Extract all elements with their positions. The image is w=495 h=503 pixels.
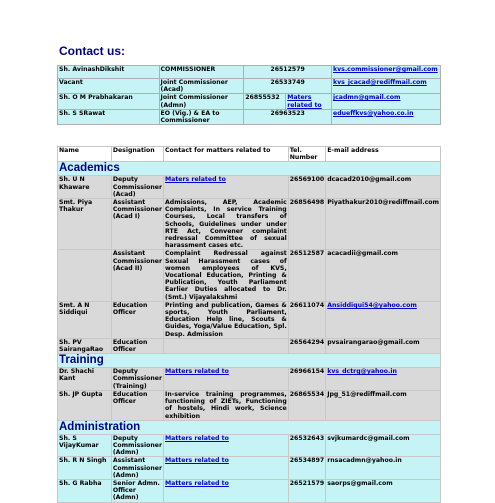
matters-link[interactable]: Maters related to [165, 176, 226, 184]
officer-name: Sh. JP Gupta [58, 391, 111, 420]
officer-email: pvsairangarao@gmail.com [326, 339, 440, 353]
officer-tel: 26532643 [289, 435, 325, 457]
officer-name [58, 250, 111, 300]
table-row [58, 391, 440, 420]
officer-designation: Education Officer [112, 302, 163, 338]
contact-phone: 26855532 [244, 94, 285, 108]
officer-name: Sh. U N Khaware [58, 176, 111, 198]
officer-matters: In-service training programmes, functioning of ZIETs, Functioning of hostels, Hindi work, Science exhibition [165, 390, 287, 420]
contact-row [58, 79, 440, 93]
header-matters: Contact for matters related to [164, 147, 288, 161]
contact-designation: Joint Commissioner (Acad) [160, 79, 244, 93]
matters-link[interactable]: Matters related to [165, 434, 229, 442]
officer-tel: 26865534 [289, 391, 325, 420]
table-row [58, 302, 440, 338]
table-row [58, 339, 440, 353]
contact-phone: 26512579 [244, 66, 331, 78]
matters-link[interactable]: Matters related to [165, 368, 229, 376]
officer-designation: Senior Admn. Officer (Admn) [112, 480, 163, 502]
officer-email: rnsacadmn@yahoo.in [326, 457, 440, 479]
officer-tel: 26569100 [289, 176, 325, 198]
contact-email-link[interactable]: kvs.commissioner@gmail.com [333, 66, 438, 73]
contact-phone: 26963523 [244, 110, 331, 124]
page-title: Contact us: [59, 44, 125, 58]
table-row [58, 176, 440, 198]
table-row [58, 435, 440, 457]
table-row [58, 250, 440, 300]
section-row-administration [58, 421, 440, 434]
contact-designation: EO (Vig.) & EA to Commissioner [160, 110, 244, 124]
officer-email: Piyathakur2010@rediffmail.com [326, 199, 440, 249]
contact-phone: 26533749 [244, 79, 331, 93]
table-row [58, 480, 440, 502]
officer-designation: Assistant Commissioner (Admn) [112, 457, 163, 479]
contact-email-link[interactable]: jcadmn@gmail.com [333, 94, 401, 102]
officer-tel: 26611074 [289, 302, 325, 338]
officer-tel: 26856498 [289, 199, 325, 249]
officer-email: Jpg_51@rediffmail.com [326, 391, 440, 420]
contact-row [58, 94, 440, 108]
header-name: Name [58, 147, 111, 161]
officer-tel: 26966154 [289, 368, 325, 390]
officer-matters: Complaint Redressal against Sexual Harassment cases of women employees of KVS, Vocational Education, Printing & Publication, Youth Parliament Earlier Duties allocated to Dr. (Smt.) Vijayalakshmi [165, 250, 287, 301]
contact-table [57, 65, 441, 125]
contact-row [58, 66, 440, 78]
officer-email: acacadii@gmail.com [326, 250, 440, 300]
header-designation: Designation [112, 147, 163, 161]
contact-name: Sh. AvinashDikshit [58, 66, 159, 78]
officer-matters: Printing and publication, Games & sports, Youth Parliament, Education Help line, Scouts & Guides, Yoga/Value Education, Spl. Desp. Admission [165, 301, 287, 338]
officer-tel: 26534897 [289, 457, 325, 479]
officer-tel: 26521579 [289, 480, 325, 502]
officer-tel: 26564294 [289, 339, 325, 353]
contact-email-link[interactable]: edueffkvs@yahoo.co.in [333, 109, 414, 117]
officer-name: Sh. PV SairangaRao [58, 339, 111, 353]
header-tel: Tel. Number [289, 147, 325, 161]
officer-email-link[interactable]: kvs_dctrg@yahoo.in [327, 368, 397, 376]
officers-table [57, 146, 441, 503]
officer-designation: Deputy Commissioner (Admn) [112, 434, 163, 457]
contact-designation: COMMISSIONER [160, 66, 244, 78]
officer-designation: Assistant Commissioner (Acad II) [112, 250, 163, 300]
contact-name: Vacant [58, 79, 159, 93]
matters-link[interactable]: Matters related to [165, 479, 229, 487]
section-title-academics: Academics [59, 162, 120, 175]
table-row [58, 368, 440, 390]
table-row [58, 199, 440, 249]
contact-row [58, 110, 440, 124]
officer-email: saorps@gmail.com [326, 480, 440, 502]
officer-email: svjkumardc@gmail.com [326, 435, 440, 457]
section-row-academics [58, 162, 440, 175]
matters-link[interactable]: Matters related to [165, 457, 229, 465]
officer-name: Sh. R N Singh [58, 457, 111, 479]
officer-designation: Education Officer [112, 339, 163, 353]
officer-name: Sh. S VijayKumar [58, 435, 111, 457]
officer-name: Sh. G Rabha [58, 480, 111, 502]
officer-name: Dr. Shachi Kant [58, 368, 111, 390]
officer-email-link[interactable]: Ansiddiqui54@yahoo.com [327, 301, 417, 309]
header-email: E-mail address [326, 147, 440, 161]
section-row-training [58, 354, 440, 367]
section-title-training: Training [59, 354, 104, 367]
officer-designation: Assistant Commissioner (Acad I) [112, 199, 163, 249]
officer-email: dcacad2010@gmail.com [326, 176, 440, 198]
contact-name: Sh. S SRawat [58, 110, 159, 124]
section-title-administration: Administration [59, 420, 141, 433]
contact-name: Sh. O M Prabhakaran [58, 94, 159, 108]
officer-name: Smt. A N Siddiqui [58, 302, 111, 338]
officer-designation: Education Officer [112, 391, 163, 420]
officer-tel: 26512587 [289, 250, 325, 300]
contact-designation: Joint Commissioner (Admn) [160, 94, 244, 108]
contact-email-link[interactable]: kvs_jcacad@rediffmail.com [333, 79, 427, 86]
officer-matters: Admissions, AEP, Academic Complaints, In service Training Courses, Local transfers of Schools, Guidelines under under RTE Act, Convener complaint redressal Committee of sexual harassment cases etc. [165, 199, 287, 250]
officer-designation: Deputy Commissioner (Acad) [112, 176, 163, 198]
table-row [58, 457, 440, 479]
table-header-row [58, 147, 440, 161]
officer-matters [164, 339, 288, 353]
officer-designation: Deputy Commissioner (Training) [112, 368, 163, 390]
matters-link[interactable]: Maters related to [287, 94, 322, 109]
officer-name: Smt. Piya Thakur [58, 199, 111, 249]
